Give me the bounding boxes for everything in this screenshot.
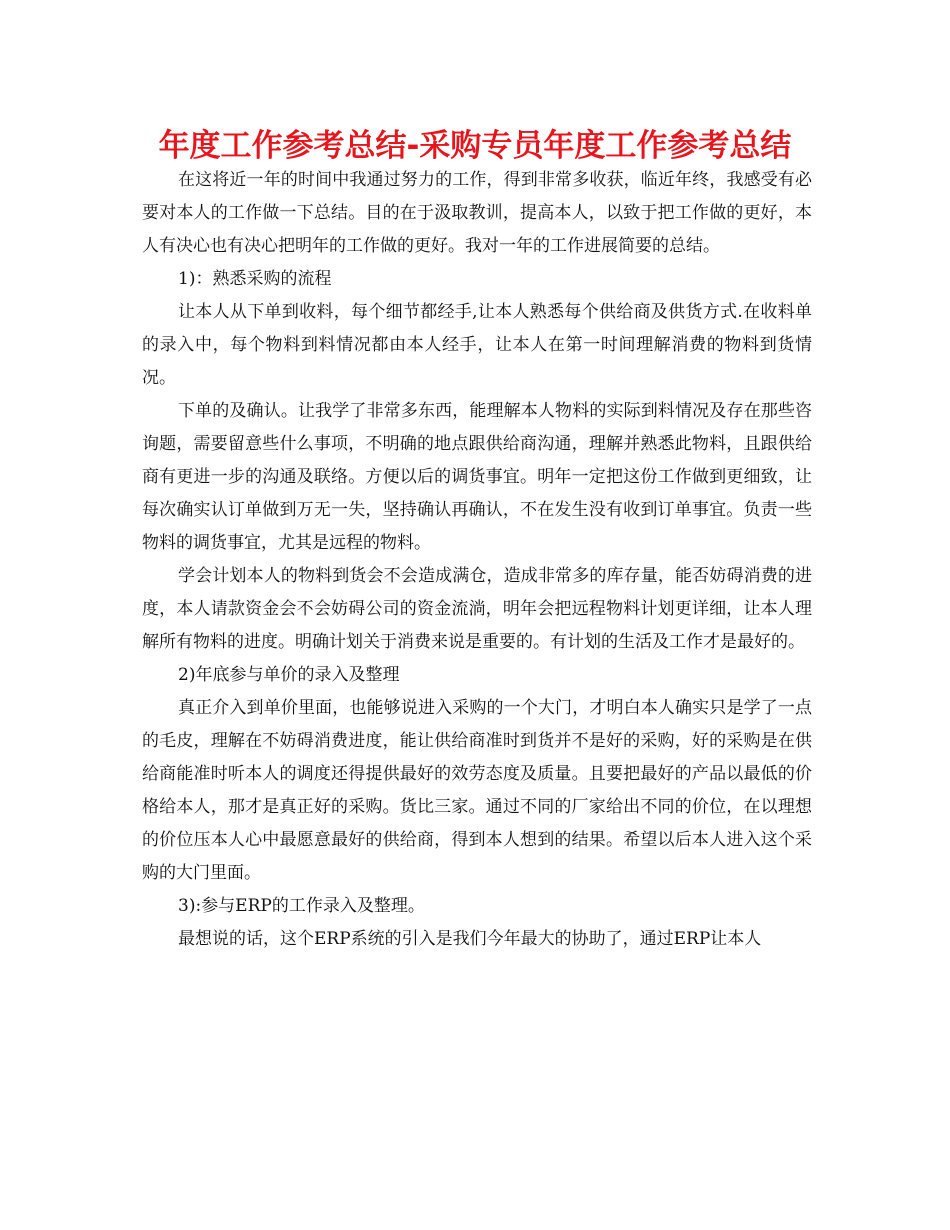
document-title: 年度工作参考总结-采购专员年度工作参考总结 [158, 128, 792, 164]
paragraph-ordering: 下单的及确认。让我学了非常多东西，能理解本人物料的实际到料情况及存在那些咨询题，需要留意些什么事项，不明确的地点跟供给商沟通，理解并熟悉此物料，且跟供给商有更进一步的沟通及联络。方便以后的调货事宜。明年一定把这份工作做到更细致，让每次确实认订单做到万无一失，坚持确认再确认，不在发生没有收到订单事宜。负责一些物料的调货事宜，尤其是远程的物料。 [142, 401, 812, 553]
section-heading-1: 1)：熟悉采购的流程 [178, 269, 332, 289]
section-heading-2: 2)年底参与单价的录入及整理 [178, 665, 400, 685]
paragraph-erp: 最想说的话，这个ERP系统的引入是我们今年最大的协助了，通过ERP让本人 [178, 929, 762, 949]
paragraph-receiving: 让本人从下单到收料，每个细节都经手,让本人熟悉每个供给商及供货方式.在收料单的录入中，每个物料到料情况都由本人经手，让本人在第一时间理解消费的物料到货情况。 [142, 302, 812, 388]
paragraph-planning: 学会计划本人的物料到货会不会造成满仓，造成非常多的库存量，能否妨碍消费的进度，本人请款资金会不会妨碍公司的资金流淌，明年会把远程物料计划更详细，让本人理解所有物料的进度。明确计划关于消费来说是重要的。有计划的生活及工作才是最好的。 [142, 566, 812, 652]
paragraph-intro: 在这将近一年的时间中我通过努力的工作，得到非常多收获，临近年终，我感受有必要对本人的工作做一下总结。目的在于汲取教训，提高本人，以致于把工作做的更好，本人有决心也有决心把明年的工作做的更好。我对一年的工作进展简要的总结。 [142, 170, 812, 256]
document-body [142, 164, 812, 956]
section-heading-3: 3):参与ERP的工作录入及整理。 [178, 896, 425, 916]
paragraph-pricing: 真正介入到单价里面，也能够说进入采购的一个大门，才明白本人确实只是学了一点的毛皮，理解在不妨碍消费进度，能让供给商准时到货并不是好的采购，好的采购是在供给商能准时听本人的调度还得提供最好的效劳态度及质量。且要把最好的产品以最低的价格给本人，那才是真正好的采购。货比三家。通过不同的厂家给出不同的价位，在以理想的价位压本人心中最愿意最好的供给商，得到本人想到的结果。希望以后本人进入这个采购的大门里面。 [142, 698, 812, 883]
